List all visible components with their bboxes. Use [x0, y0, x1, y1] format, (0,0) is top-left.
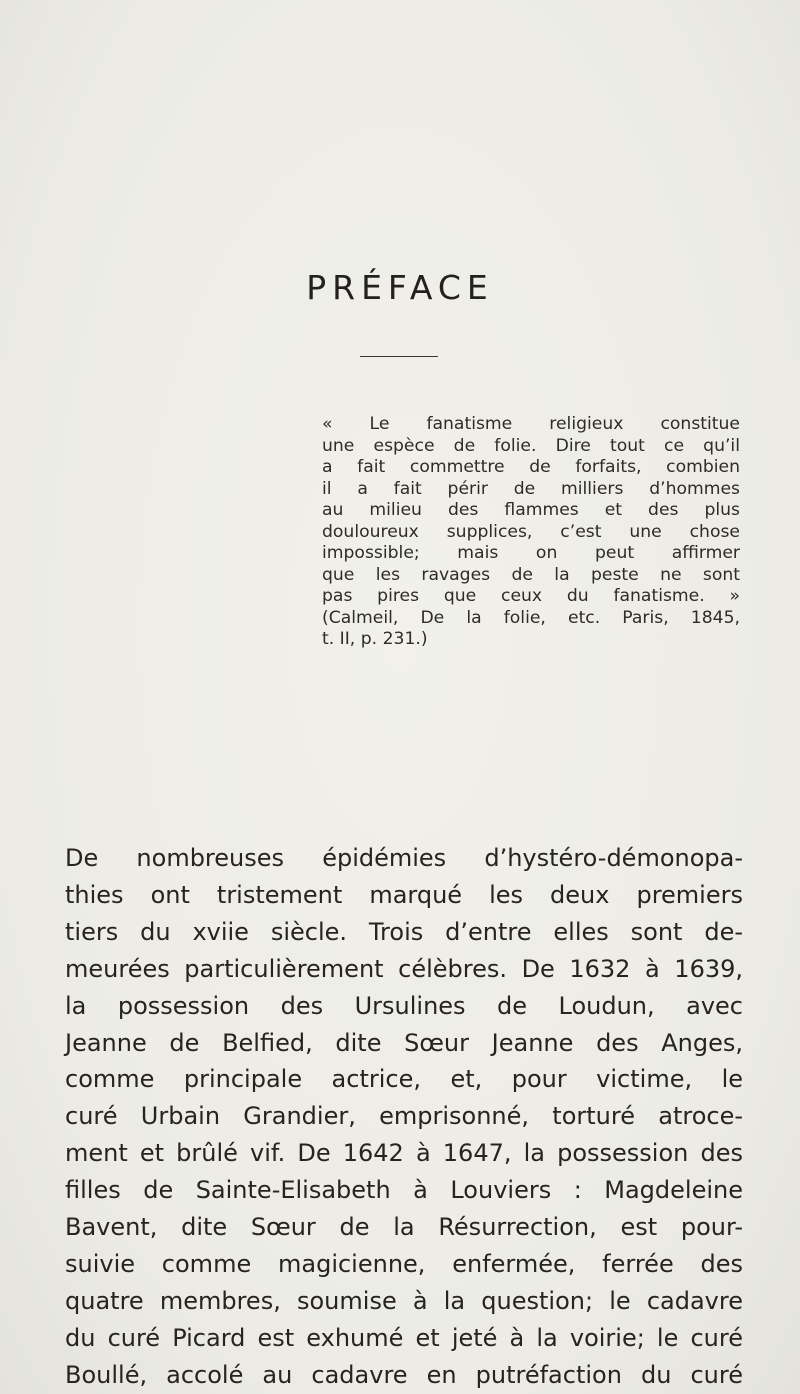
body-line: quatre membres, soumise à la question; le cadavre: [65, 1286, 743, 1315]
epigraph-line: que les ravages de la peste ne sont: [322, 564, 740, 585]
body-line: Boullé, accolé au cadavre en putréfaction du curé: [65, 1360, 743, 1389]
epigraph-line: une espèce de folie. Dire tout ce qu’il: [322, 435, 740, 456]
body-line: Jeanne de Belfied, dite Sœur Jeanne des Anges,: [65, 1028, 743, 1057]
epigraph-line: au milieu des flammes et des plus: [322, 500, 740, 520]
body-line: ment et brûlé vif. De 1642 à 1647, la possession des: [65, 1139, 743, 1168]
epigraph-line: douloureux supplices, c’est une chose: [322, 521, 740, 542]
epigraph-line: il a fait périr de milliers d’hommes: [322, 478, 740, 499]
body-line: tiers du xviie siècle. Trois d’entre elles sont de-: [65, 917, 743, 946]
epigraph-citation-end: t. II, p. 231.): [322, 629, 428, 649]
body-line: comme principale actrice, et, pour victime, le: [65, 1065, 743, 1094]
body-line: De nombreuses épidémies d’hystéro-démonopa-: [65, 844, 743, 872]
body-paragraph: [65, 840, 743, 1394]
body-line: Bavent, dite Sœur de la Résurrection, est pour-: [65, 1213, 743, 1242]
epigraph-quote: [322, 414, 740, 651]
body-line: filles de Sainte-Elisabeth à Louviers : Magdeleine: [65, 1176, 743, 1205]
body-line: meurées particulièrement célèbres. De 1632 à 1639,: [65, 954, 743, 983]
epigraph-line: « Le fanatisme religieux constitue: [322, 414, 740, 434]
body-line: suivie comme magicienne, enfermée, ferrée des: [65, 1249, 743, 1278]
epigraph-line: impossible; mais on peut affirmer: [322, 543, 740, 563]
title-rule: [360, 356, 438, 357]
body-line: thies ont tristement marqué les deux premiers: [65, 880, 743, 909]
epigraph-citation: (Calmeil, De la folie, etc. Paris, 1845,: [322, 607, 740, 628]
body-line: curé Urbain Grandier, emprisonné, torturé atroce-: [65, 1102, 743, 1131]
page-title: PRÉFACE: [306, 268, 494, 307]
body-line: du curé Picard est exhumé et jeté à la voirie; le curé: [65, 1323, 743, 1352]
body-line: la possession des Ursulines de Loudun, avec: [65, 991, 743, 1020]
epigraph-line: a fait commettre de forfaits, combien: [322, 457, 740, 477]
epigraph-line: pas pires que ceux du fanatisme. »: [322, 586, 740, 606]
